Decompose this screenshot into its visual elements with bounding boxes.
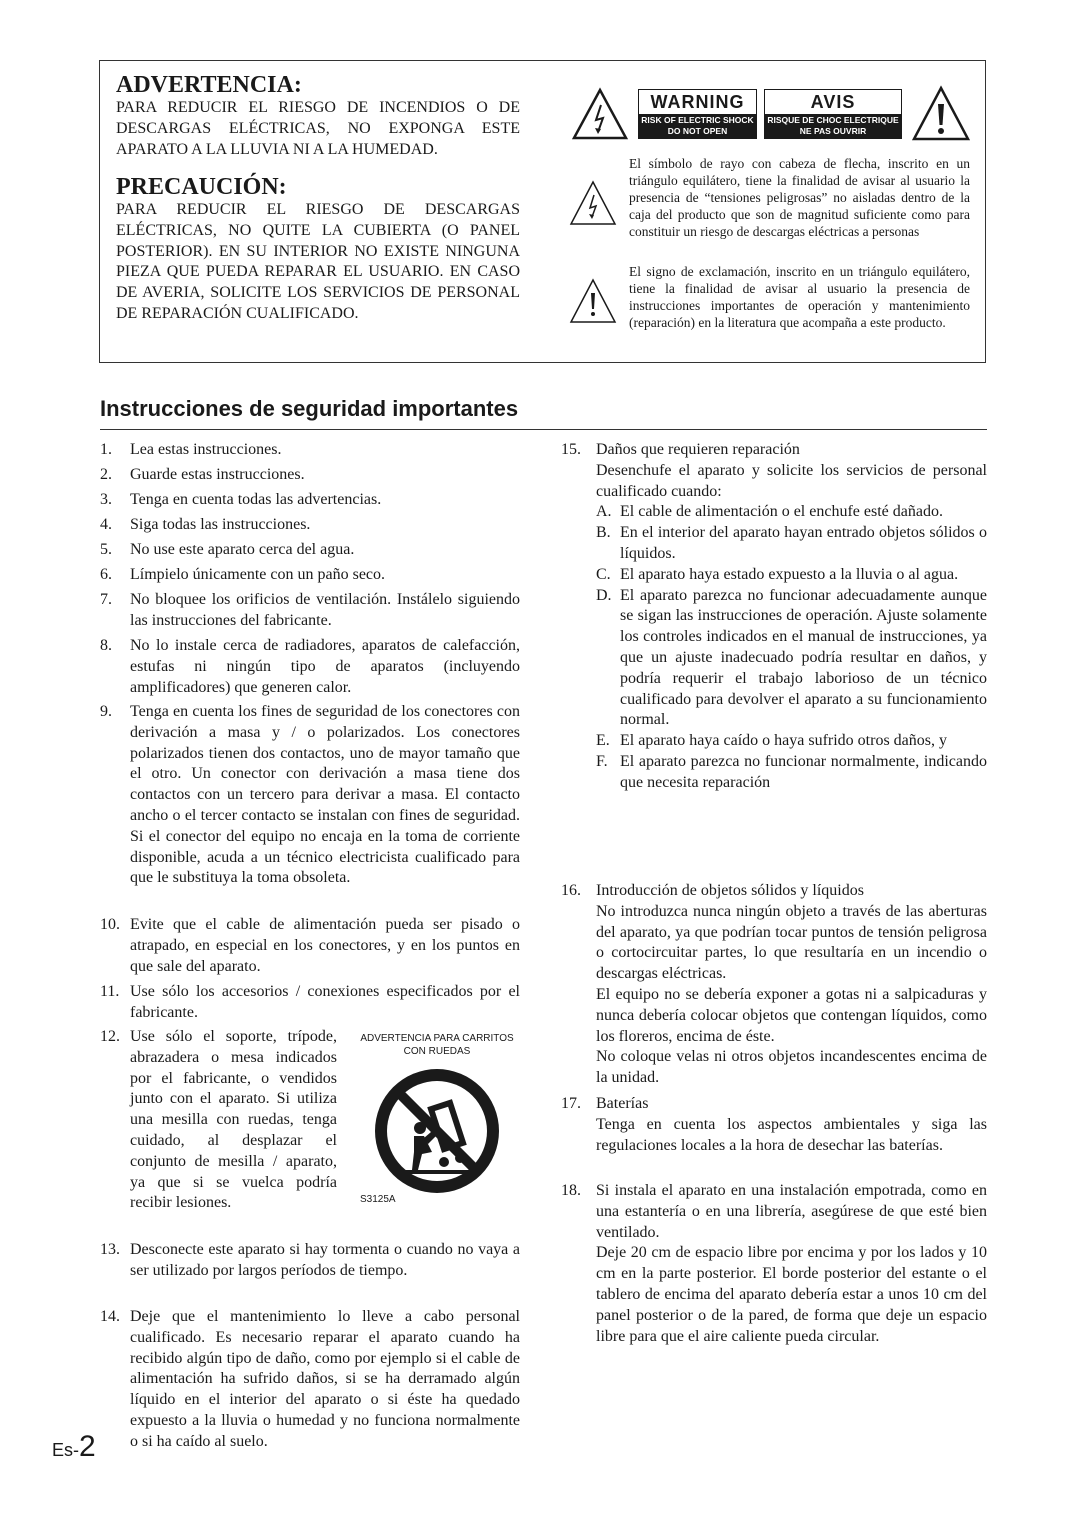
item-number: 3. xyxy=(100,491,112,508)
item-number: 7. xyxy=(100,591,112,608)
sub-item-text: El aparato haya estado expuesto a la lluvia o al agua. xyxy=(620,565,959,583)
sub-item xyxy=(596,523,987,565)
sub-item-text: El cable de alimentación o el enchufe esté dañado. xyxy=(620,503,943,521)
exclamation-triangle-icon xyxy=(569,278,617,324)
item-number: 10. xyxy=(100,916,120,933)
sub-item-text: En el interior del aparato hayan entrado objetos sólidos o líquidos. xyxy=(620,524,987,562)
item-text: Guarde estas instrucciones. xyxy=(130,466,305,483)
item-title: Introducción de objetos sólidos y líquidos xyxy=(596,882,864,899)
sub-item-letter: A. xyxy=(596,503,612,521)
item-number: 18. xyxy=(561,1182,581,1199)
item-number: 15. xyxy=(561,441,581,458)
avis-label-title: AVIS xyxy=(810,92,856,112)
item-number: 13. xyxy=(100,1241,120,1258)
item-text: Tenga en cuenta todas las advertencias. xyxy=(130,491,382,508)
avis-label-subtitle xyxy=(765,114,901,138)
sub-item-letter: C. xyxy=(596,565,611,583)
item-text: No lo instale cerca de radiadores, aparatos de calefacción, estufas ni ningún tipo de aparatos (incluyendo amplificadores) que generen calor. xyxy=(130,637,520,696)
section-title: Instrucciones de seguridad importantes xyxy=(100,396,519,421)
item-body xyxy=(596,1094,987,1156)
item-number: 12. xyxy=(100,1028,120,1045)
warning-label-line2: DO NOT OPEN xyxy=(667,126,728,136)
sub-item xyxy=(596,502,987,523)
item-body xyxy=(596,1181,987,1347)
avis-label-line1: RISQUE DE CHOC ELECTRIQUE xyxy=(767,115,899,125)
page-number xyxy=(52,1430,96,1464)
item-number: 11. xyxy=(100,983,120,1000)
avis-label-line2: NE PAS OUVRIR xyxy=(799,126,867,136)
lightning-triangle-icon xyxy=(569,180,617,226)
sub-item-letter: E. xyxy=(596,732,610,750)
item-body xyxy=(596,881,987,1089)
item-number: 6. xyxy=(100,566,112,583)
item-text: Deje que el mantenimiento lo lleve a cabo personal cualificado. Es necesario reparar el aparato cuando ha recibido algún tipo de daño, como por ejemplo si el cable de alimentación ha sufrido daños, si se ha derramado algún líquido en el interior del aparato o si éste ha quedado expuesto a la lluvia o humedad y no funciona normalmente o si ha caído al suelo. xyxy=(130,1308,520,1450)
item-text: Lea estas instrucciones. xyxy=(130,441,282,458)
advertencia-title: ADVERTENCIA: xyxy=(116,72,302,98)
precaucion-block xyxy=(116,174,520,325)
sub-item-text: El aparato parezca no funcionar normalmente, indicando que necesita reparación xyxy=(620,752,987,791)
lightning-triangle-icon xyxy=(571,87,629,141)
page-number-value: 2 xyxy=(79,1430,96,1463)
sub-item xyxy=(596,565,987,586)
avis-label xyxy=(764,89,902,139)
exclamation-triangle-icon xyxy=(911,85,971,142)
item-number: 5. xyxy=(100,541,112,558)
warning-label-subtitle xyxy=(639,114,756,138)
item-number: 9. xyxy=(100,703,112,720)
item-number: 14. xyxy=(100,1308,120,1325)
item-text: Use sólo el soporte, trípode, abrazadera o mesa indicados por el fabricante, o vendidos junto con el aparato. Si utiliza una mesilla con ruedas, tenga cuidado, al desplazar el conjunto de mesilla / aparato, ya que si se vuelca podría recibir lesiones. xyxy=(130,1028,337,1212)
tip-over-cart-warning-icon xyxy=(372,1066,502,1196)
exclamation-explanation: El signo de exclamación, inscrito en un triángulo equilátero, tiene la finalidad de avisar al usuario la presencia de instrucciones importantes de operación y mantenimiento (reparación) en la literatura que acompaña a este producto. xyxy=(629,264,970,330)
item-text: Desconecte este aparato si hay tormenta o cuando no vaya a ser utilizado por largos períodos de tiempo. xyxy=(130,1241,520,1279)
item-text: Tenga en cuenta los fines de seguridad de los conectores con derivación a masa y / o polarizados. Los conectores polarizados tienen dos contactos, uno de mayor tamaño que el otro. Un conector con derivación a masa tiene dos contactos con un tercero para derivar a masa. El contacto ancho o el tercer contacto se instalan con fines de seguridad. Si el conector del equipo no encaja en la toma de corriente disponible, acuda a un técnico electricista cualificado para que le substituya la toma obsoleta. xyxy=(130,703,520,887)
item-title: Daños que requieren reparación xyxy=(596,441,800,458)
warning-label-title: WARNING xyxy=(650,92,745,112)
page-number-prefix: Es- xyxy=(52,1440,79,1460)
sub-item xyxy=(596,731,987,752)
item-text: Use sólo los accesorios / conexiones especificados por el fabricante. xyxy=(130,983,520,1021)
item-text: Evite que el cable de alimentación pueda ser pisado o atrapado, en especial en los conectores, y en los puntos en que sale del aparato. xyxy=(130,916,520,975)
item-paragraph: Si instala el aparato en una instalación empotrada, como en una estantería o en una librería, asegúrese de que esté bien ventilado. xyxy=(596,1182,987,1241)
item-paragraph: No introduzca nunca ningún objeto a través de las aberturas del aparato, ya que podrían tocar puntos de tensión peligrosa o cortocircuitar partes, lo que resultaría en un incendio o descargas eléctricas. xyxy=(596,902,987,983)
item-number: 4. xyxy=(100,516,112,533)
sub-item-text: El aparato parezca no funcionar adecuadamente aunque se sigan las instrucciones de operación. Ajuste solamente los controles indicados en el manual de instrucciones, ya que un ajuste inadecuado podría resultar en daños, y podría requerir el trabajo laborioso de un técnico cualificado para devolver el aparato a su funcionamiento normal. xyxy=(620,586,987,729)
item-number: 8. xyxy=(100,637,112,654)
item-number: 17. xyxy=(561,1095,581,1112)
advertencia-text: PARA REDUCIR EL RIESGO DE INCENDIOS O DE DESCARGAS ELÉCTRICAS, NO EXPONGA ESTE APARATO A LA LLUVIA NI A LA HUMEDAD. xyxy=(116,99,520,158)
sub-item-text: El aparato haya caído o haya sufrido otros daños, y xyxy=(620,732,948,750)
precaucion-title: PRECAUCIÓN: xyxy=(116,174,287,200)
item-number: 1. xyxy=(100,441,112,458)
cart-figure-code: S3125A xyxy=(360,1194,396,1205)
item-paragraph: Desenchufe el aparato y solicite los servicios de personal cualificado cuando: xyxy=(596,461,987,500)
item-title: Baterías xyxy=(596,1095,649,1112)
item-paragraph: Tenga en cuenta los aspectos ambientales y siga las regulaciones locales a la hora de desechar las baterías. xyxy=(596,1115,987,1154)
item-text: Siga todas las instrucciones. xyxy=(130,516,311,533)
item-text: No use este aparato cerca del agua. xyxy=(130,541,355,558)
item-number: 2. xyxy=(100,466,112,483)
sub-item xyxy=(596,752,987,794)
item-number: 16. xyxy=(561,882,581,899)
cart-warning-caption: ADVERTENCIA PARA CARRITOS CON RUEDAS xyxy=(360,1033,514,1057)
sub-item-letter: B. xyxy=(596,524,611,542)
item-paragraph: El equipo no se debería exponer a gotas ni a salpicaduras y nunca debería colocar objetos que contengan líquidos, como los floreros, encima de éste. xyxy=(596,985,987,1045)
warning-label-line1: RISK OF ELECTRIC SHOCK xyxy=(641,115,754,125)
section-divider xyxy=(100,429,987,430)
sub-item xyxy=(596,586,987,732)
item-paragraph: No coloque velas ni otros objetos incandescentes encima de la unidad. xyxy=(596,1048,987,1087)
lightning-explanation: El símbolo de rayo con cabeza de flecha, inscrito en un triángulo equilátero, tiene la finalidad de avisar al usuario la presencia de “tensiones peligrosas” no aisladas dentro de la caja del producto que son de magnitud suficiente como para constituir un riesgo de descargas eléctricas a personas xyxy=(629,156,970,239)
item-text: Límpielo únicamente con un paño seco. xyxy=(130,566,386,583)
advertencia-block xyxy=(116,72,520,160)
item-paragraph: Deje 20 cm de espacio libre por encima y por los lados y 10 cm en la parte posterior. El borde posterior del estante o el tablero de encima del aparato debería estar a unos 10 cm del panel posterior o de la pared, de forma que deje un espacio libre para que el aire caliente pueda circular. xyxy=(596,1244,987,1345)
item-body xyxy=(596,440,987,794)
item-text: No bloquee los orificios de ventilación. Instálelo siguiendo las instrucciones del fabricante. xyxy=(130,591,520,629)
warning-label xyxy=(638,89,757,139)
sub-item-letter: D. xyxy=(596,586,612,604)
sub-item-letter: F. xyxy=(596,752,608,770)
precaucion-text: PARA REDUCIR EL RIESGO DE DESCARGAS ELÉCTRICAS, NO QUITE LA CUBIERTA (O PANEL POSTERIOR). EN SU INTERIOR NO EXISTE NINGUNA PIEZA QUE PUEDA REPARAR EL USUARIO. EN CASO DE AVERIA, SOLICITE LOS SERVICIOS DE PERSONAL DE REPARACIÓN CUALIFICADO. xyxy=(116,201,520,322)
